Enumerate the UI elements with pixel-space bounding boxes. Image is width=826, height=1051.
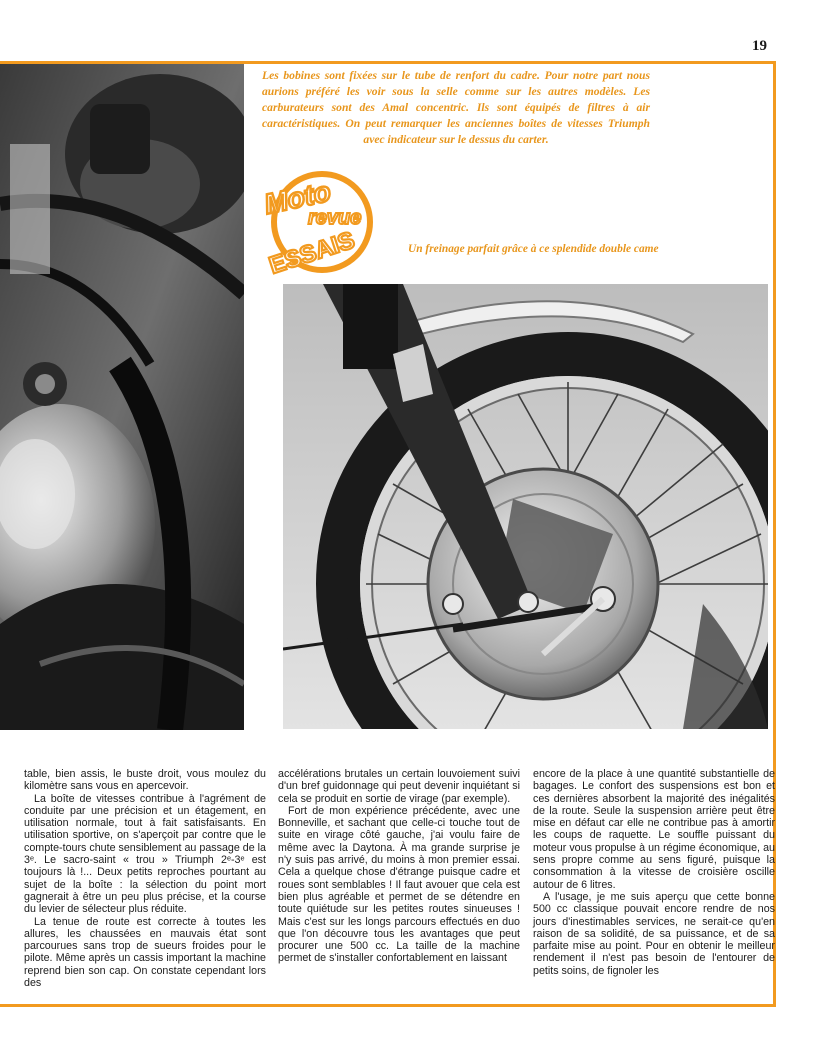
logo-essais-text: ESSAIS <box>265 226 358 276</box>
page-number: 19 <box>752 38 767 54</box>
column-1-paragraph-1: table, bien assis, le buste droit, vous moulez du kilomètre sans vous en apercevoir. <box>24 768 266 793</box>
caption-engine: Les bobines sont fixées sur le tube de renfort du cadre. Pour notre part nous aurions préféré les voir sous la selle comme sur les autres modèles. Les carburateurs sont des Amal concentric. Ils sont équipés de filtres à air caractéristiques. On peut remarquer les anciennes boîtes de vitesses Triumph avec indicateur sur le dessus du carter. <box>262 69 650 146</box>
orange-frame-bottom <box>0 1004 776 1007</box>
column-1-paragraph-2: La boîte de vitesses contribue à l'agrément de conduite par une précision et un étagement, en utilisation normale, tout à fait satisfaisants. En utilisation sportive, on s'aperçoit par contre que le compte-tours chute sensiblement au passage de la 3ᵉ. Le sacro-saint « trou » Triumph 2ᵉ-3ᵉ est toujours là !... Deux petits reproches pourtant au sujet de la boîte : la sélection du point mort gagnerait à être un peu plus précise, et la course du levier de sélecteur plus réduite. <box>24 792 266 916</box>
caption-brake: Un freinage parfait grâce à ce splendide double came <box>408 243 659 255</box>
column-3-paragraph-1: encore de la place à une quantité substantielle de bagages. Le confort des suspensions est bon et ces dernières absorbent la majorité des inégalités de la route. Seule la suspension arrière peut être mise en défaut car elle ne contribue pas à amortir les coups de raquette. Le souffle puissant du moteur vous propulse à un régime économique, au sens propre comme au sens figuré, puisque la consommation à la vitesse de croisière oscille autour de 6 litres. <box>533 768 775 891</box>
logo-moto-text: Moto <box>261 175 334 220</box>
moto-revue-essais-logo <box>254 168 380 276</box>
column-3-paragraph-2: A l'usage, je me suis aperçu que cette bonne 500 cc classique pouvait encore rendre de nos jours d'inestimables services, ne serait-ce qu'en raison de sa solidité, de sa puissance, et de sa parfaite mise au point. Pour en obtenir le meilleur rendement il n'est pas besoin de l'entourer de petits soins, de fignoler les <box>533 890 775 977</box>
column-2-paragraph-1: accélérations brutales un certain louvoiement suivi d'un bref guidonnage qui peut devenir inquiétant si cela se produit en sortie de virage (par exemple). <box>278 768 520 805</box>
column-2-paragraph-2: Fort de mon expérience précédente, avec une Bonneville, et sachant que celle-ci touche tout de suite en virage côté gauche, j'ai voulu faire de même avec la Daytona. À ma grande surprise je n'y suis pas arrivé, du moins à mon premier essai. Cela a quelque chose d'étrange puisque cadre et roues sont semblables ! Il faut avouer que cela est bien plus agréable et permet de se détendre en toute quiétude sur les petites routes sinueuses ! Mais c'est sur les longs parcours effectués en duo que l'on découvre tous les avantages que peut procurer une 500 cc. La taille de la machine permet de s'installer confortablement en laissant <box>278 804 520 965</box>
article-column-2 <box>278 768 520 965</box>
article-column-3 <box>533 768 775 977</box>
article-column-1 <box>24 768 266 989</box>
front-wheel-photo <box>283 284 768 729</box>
engine-photo <box>0 64 244 730</box>
column-1-paragraph-3: La tenue de route est correcte à toutes les allures, les chaussées en mauvais état sont parcourues sans trop de sueurs froides pour le pilote. Même après un cassis important la machine reprend bien son cap. On constate cependant lors des <box>24 915 266 990</box>
logo-revue-text: revue <box>308 207 362 229</box>
